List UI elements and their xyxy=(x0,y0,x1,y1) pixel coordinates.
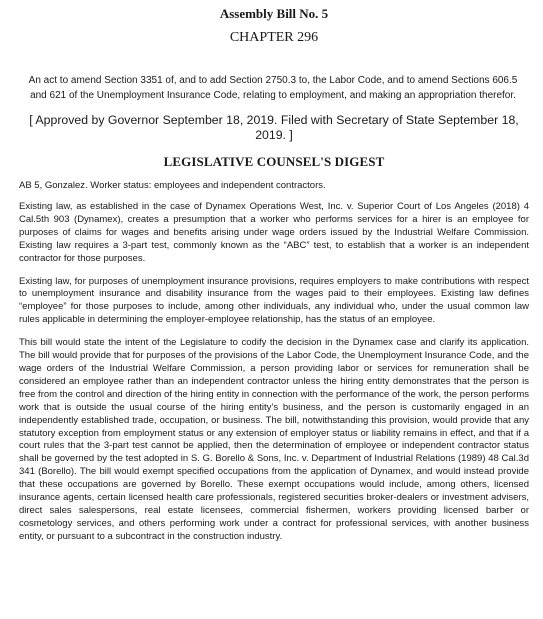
approval-note: [ Approved by Governor September 18, 2019. Filed with Secretary of State September 18, 2019. ] xyxy=(29,113,519,142)
chapter-heading: CHAPTER 296 xyxy=(229,30,319,45)
act-description: An act to amend Section 3351 of, and to add Section 2750.3 to, the Labor Code, and to amend Sections 606.5 and 621 of the Unemployment Insurance Code, relating to employment, and making an appropriation therefor. xyxy=(28,75,518,101)
digest-intro: AB 5, Gonzalez. Worker status: employees and independent contractors. xyxy=(19,180,326,191)
digest-heading: LEGISLATIVE COUNSEL'S DIGEST xyxy=(163,154,385,169)
digest-paragraph-unemployment-insurance: Existing law, for purposes of unemployment insurance provisions, requires employers to make contributions with respect to unemployment insurance and disability insurance from the wages paid to their employees. Existing law defines “employee” for those purposes to include, among other individuals, any individual who, under the usual common law rules applicable in determining the employer-employee relationship, has the status of an employee. xyxy=(19,275,529,326)
digest-paragraph-existing-law-dynamex: Existing law, as established in the case of Dynamex Operations West, Inc. v. Superior Court of Los Angeles (2018) 4 Cal.5th 903 (Dynamex), creates a presumption that a worker who performs services for a hirer is an employee for purposes of claims for wages and benefits arising under wage orders issued by the Industrial Welfare Commission. Existing law requires a 3-part test, commonly known as the “ABC” test, to establish that a worker is an independent contractor for those purposes. xyxy=(19,201,529,264)
bill-title: Assembly Bill No. 5 xyxy=(219,6,329,21)
digest-paragraph-bill-provisions: This bill would state the intent of the Legislature to codify the decision in the Dynamex case and clarify its application. The bill would provide that for purposes of the provisions of the Labor Code, the Unemployment Insurance Code, and the wage orders of the Industrial Welfare Commission, a person providing labor or services for remuneration shall be considered an employee rather than an independent contractor unless the hiring entity demonstrates that the person is free from the control and direction of the hiring entity in connection with the performance of the work, the person performs work that is outside the usual course of the hiring entity’s business, and the person is customarily engaged in an independently established trade, occupation, or business. The bill, notwithstanding this provision, would provide that any statutory exception from employment status or any extension of employer status or liability remains in effect, and that if a court rules that the 3-part test cannot be applied, then the determination of employee or independent contractor status shall be governed by the test adopted in S. G. Borello & Sons, Inc. v. Department of Industrial Relations (1989) 48 Cal.3d 341 (Borello). The bill would exempt specified occupations from the application of Dynamex, and would instead provide that these occupations are governed by Borello. These exempt occupations would include, among others, licensed insurance agents, certain licensed health care professionals, registered securities broker-dealers or investment advisers, direct sales salespersons, real estate licensees, commercial fishermen, workers providing licensed barber or cosmetology services, and others performing work under a contract for professional services, with another business entity, or pursuant to a subcontract in the construction industry. xyxy=(19,337,529,542)
